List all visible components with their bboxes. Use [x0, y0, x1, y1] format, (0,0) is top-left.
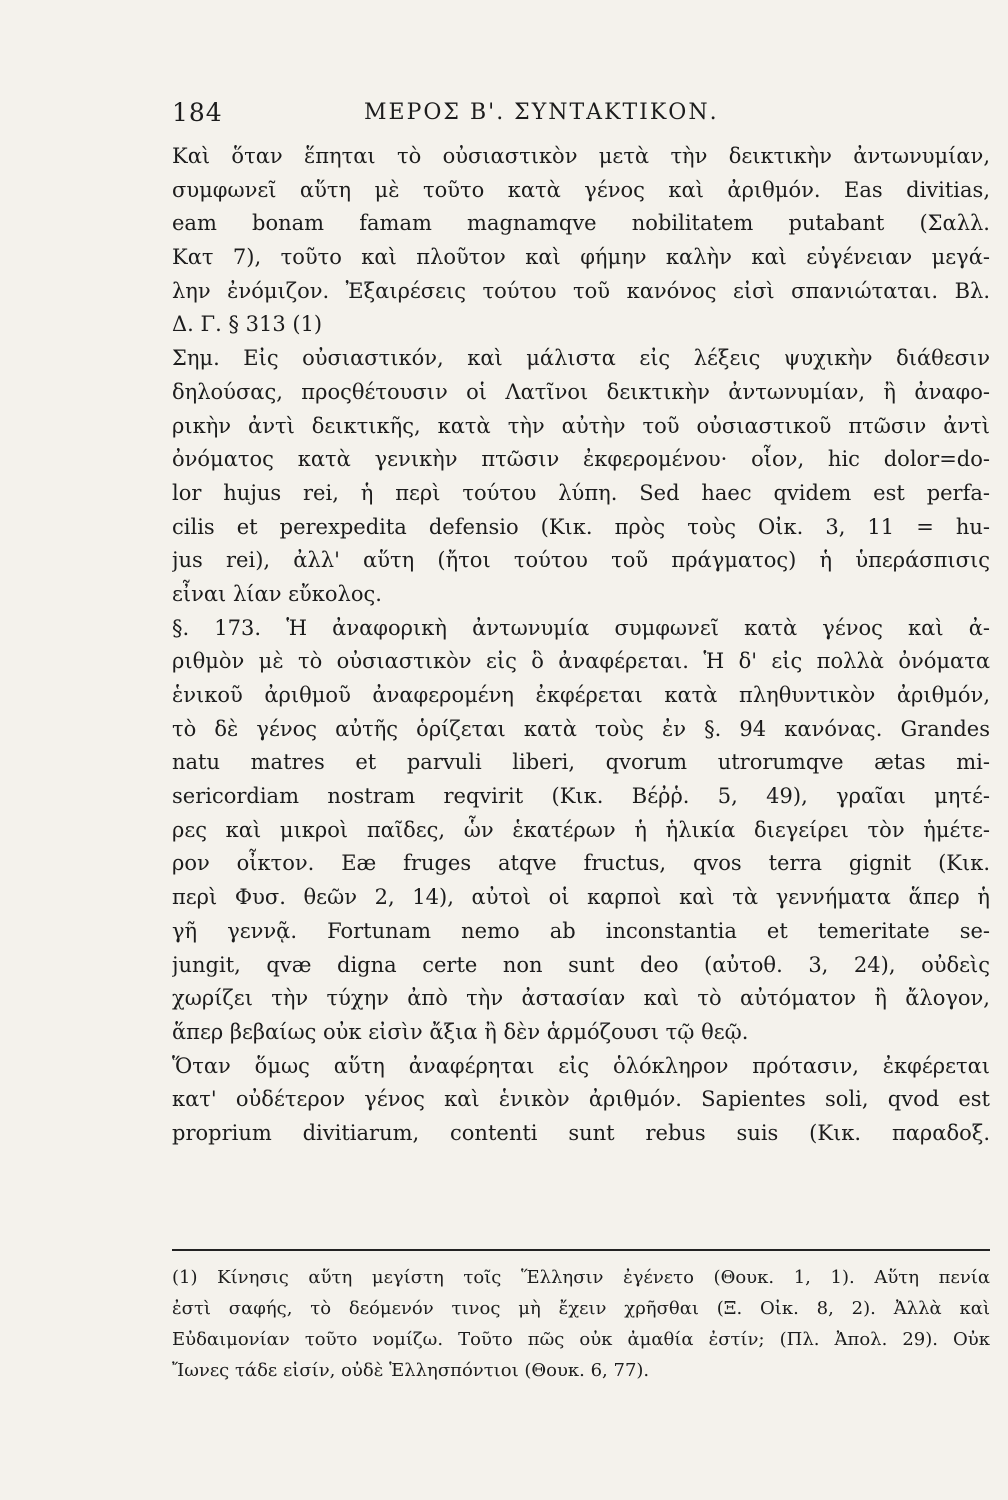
- text-line: lor hujus rei, ἡ περὶ τούτου λύπη. Sed haec qvidem est perfa-: [172, 480, 990, 505]
- text-line: λην ἐνόμιζον. Ἐξαιρέσεις τούτου τοῦ κανόνος εἰσὶ σπανιώταται. Βλ.: [172, 278, 990, 303]
- text-line: cilis et perexpedita defensio (Κικ. πρὸς τοὺς Οἰκ. 3, 11 = hu-: [172, 514, 990, 539]
- text-line: jungit, qvæ digna certe non sunt deo (αὐτοθ. 3, 24), οὐδεὶς: [172, 952, 990, 977]
- text-line: Ὅταν ὅμως αὕτη ἀναφέρηται εἰς ὁλόκληρον πρότασιν, ἐκφέρεται: [172, 1053, 990, 1078]
- page-header: [172, 98, 994, 134]
- main-text: [172, 140, 990, 1151]
- footnote-line: ἐστὶ σαφής, τὸ δεόμενόν τινος μὴ ἔχειν χρῆσθαι (Ξ. Οἰκ. 8, 2). Ἀλλὰ καὶ: [172, 1298, 990, 1319]
- text-line: ἅπερ βεβαίως οὐκ εἰσὶν ἄξια ἢ δὲν ἁρμόζουσι τῷ θεῷ.: [172, 1019, 749, 1044]
- text-line: δηλούσας, προςθέτουσιν οἱ Λατῖνοι δεικτικὴν ἀντωνυμίαν, ἢ ἀναφο-: [172, 379, 990, 404]
- text-line: κατ' οὐδέτερον γένος καὶ ἑνικὸν ἀριθμόν. Sapientes soli, qvod est: [172, 1087, 990, 1112]
- footnote: [172, 1262, 990, 1386]
- text-line: proprium divitiarum, contenti sunt rebus suis (Κικ. παραδοξ.: [172, 1120, 990, 1145]
- text-line: Δ. Γ. § 313 (1): [172, 312, 323, 337]
- text-line: ρον οἶκτον. Eæ fruges atqve fructus, qvos terra gignit (Κικ.: [172, 851, 990, 876]
- text-line: εἶναι λίαν εὔκολος.: [172, 581, 382, 606]
- text-line: eam bonam famam magnamqve nobilitatem putabant (Σαλλ.: [172, 211, 990, 236]
- text-line: τὸ δὲ γένος αὐτῆς ὁρίζεται κατὰ τοὺς ἐν §. 94 κανόνας. Grandes: [172, 716, 990, 741]
- text-line: ριθμὸν μὲ τὸ οὐσιαστικὸν εἰς ὃ ἀναφέρεται. Ἡ δ' εἰς πολλὰ ὀνόματα: [172, 649, 990, 674]
- text-line: ρες καὶ μικροὶ παῖδες, ὧν ἑκατέρων ἡ ἡλικία διεγείρει τὸν ἡμέτε-: [172, 817, 990, 842]
- text-line: γῆ γεννᾷ. Fortunam nemo ab inconstantia et temeritate se-: [172, 918, 990, 943]
- text-line: ρικὴν ἀντὶ δεικτικῆς, κατὰ τὴν αὐτὴν τοῦ οὐσιαστικοῦ πτῶσιν ἀντὶ: [172, 413, 990, 438]
- text-line: περὶ Φυσ. θεῶν 2, 14), αὐτοὶ οἱ καρποὶ καὶ τὰ γεννήματα ἅπερ ἡ: [172, 885, 990, 910]
- text-line: χωρίζει τὴν τύχην ἀπὸ τὴν ἀστασίαν καὶ τὸ αὐτόματον ἢ ἄλογον,: [172, 986, 990, 1011]
- footnote-line: Ἴωνες τάδε εἰσίν, οὐδὲ Ἑλλησπόντιοι (Θουκ. 6, 77).: [172, 1360, 650, 1381]
- page-number: 184: [172, 98, 223, 127]
- text-line: Σημ. Εἰς οὐσιαστικόν, καὶ μάλιστα εἰς λέξεις ψυχικὴν διάθεσιν: [172, 346, 990, 371]
- text-line: §. 173. Ἡ ἀναφορικὴ ἀντωνυμία συμφωνεῖ κατὰ γένος καὶ ἀ-: [172, 615, 990, 640]
- text-line: ὀνόματος κατὰ γενικὴν πτῶσιν ἐκφερομένου· οἷον, hic dolor=do-: [172, 447, 990, 472]
- text-line: sericordiam nostram reqvirit (Κικ. Βέῤῥ. 5, 49), γραῖαι μητέ-: [172, 784, 990, 809]
- text-line: jus rei), ἀλλ' αὕτη (ἤτοι τούτου τοῦ πράγματος) ἡ ὑπεράσπισις: [172, 548, 990, 573]
- footnote-line: Εὐδαιμονίαν τοῦτο νομίζω. Τοῦτο πῶς οὐκ ἀμαθία ἐστίν; (Πλ. Ἀπολ. 29). Οὐκ: [172, 1329, 990, 1350]
- text-line: συμφωνεῖ αὕτη μὲ τοῦτο κατὰ γένος καὶ ἀριθμόν. Eas divitias,: [172, 177, 990, 202]
- running-title: ΜΕΡΟΣ Β'. ΣΥΝΤΑΚΤΙΚΟΝ.: [364, 100, 719, 125]
- footnote-divider: [172, 1249, 990, 1251]
- text-line: natu matres et parvuli liberi, qvorum utrorumqve ætas mi-: [172, 750, 990, 775]
- text-line: Κατ 7), τοῦτο καὶ πλοῦτον καὶ φήμην καλὴν καὶ εὐγένειαν μεγά-: [172, 245, 990, 270]
- footnote-line: (1) Κίνησις αὕτη μεγίστη τοῖς Ἕλλησιν ἐγένετο (Θουκ. 1, 1). Αὕτη πενία: [172, 1267, 990, 1288]
- text-line: ἑνικοῦ ἀριθμοῦ ἀναφερομένη ἐκφέρεται κατὰ πληθυντικὸν ἀριθμόν,: [172, 683, 990, 707]
- text-line: Καὶ ὅταν ἕπηται τὸ οὐσιαστικὸν μετὰ τὴν δεικτικὴν ἀντωνυμίαν,: [172, 144, 990, 168]
